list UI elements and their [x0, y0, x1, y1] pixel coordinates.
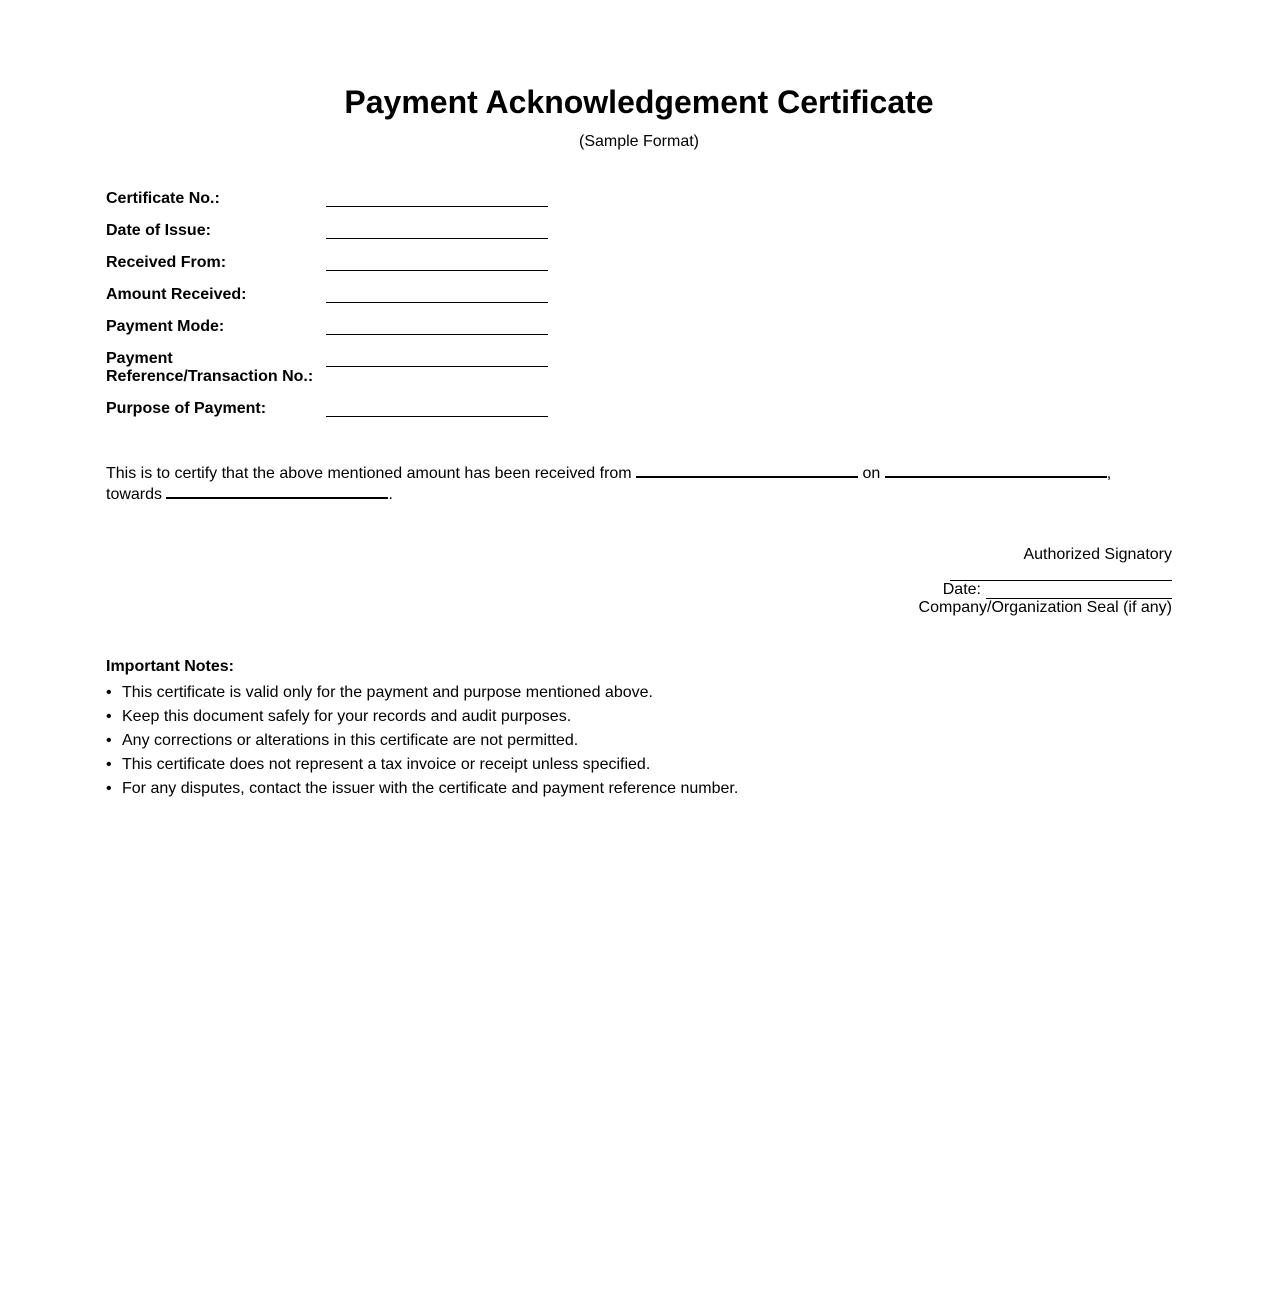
field-row-payment-mode — [106, 318, 566, 336]
received-from-blank — [636, 462, 858, 478]
signatory-date-label: Date: — [942, 581, 981, 598]
bullet-icon: • — [106, 732, 112, 749]
field-blank-line — [326, 286, 548, 303]
field-label: Certificate No.: — [106, 190, 220, 207]
certify-text: This is to certify that the above mentioned amount has been received from — [106, 465, 632, 482]
list-item — [106, 780, 1106, 798]
important-notes — [106, 658, 1106, 804]
field-row-purpose-of-payment — [106, 400, 566, 418]
bullet-icon: • — [106, 756, 112, 773]
bullet-icon: • — [106, 684, 112, 701]
signatory-title: Authorized Signatory — [1023, 546, 1172, 563]
bullet-icon: • — [106, 780, 112, 797]
fields-section — [106, 190, 566, 432]
notes-list — [106, 684, 1106, 798]
field-blank-line — [326, 318, 548, 335]
note-text: For any disputes, contact the issuer with the certificate and payment reference number. — [122, 780, 739, 797]
bullet-icon: • — [106, 708, 112, 725]
field-label: Payment Reference/Transaction No.: — [106, 350, 314, 385]
field-label: Date of Issue: — [106, 222, 211, 239]
date-blank — [885, 462, 1107, 478]
field-row-amount-received — [106, 286, 566, 304]
list-item — [106, 708, 1106, 726]
certification-statement — [106, 462, 1176, 504]
signatory-date-line — [986, 583, 1172, 599]
field-blank-line — [326, 222, 548, 239]
certify-text: . — [388, 486, 393, 503]
field-blank-line — [326, 254, 548, 271]
field-row-received-from — [106, 254, 566, 272]
field-label: Payment Mode: — [106, 318, 225, 335]
towards-blank — [166, 483, 388, 499]
field-blank-line — [326, 350, 548, 367]
document-title: Payment Acknowledgement Certificate — [344, 84, 934, 120]
field-label: Purpose of Payment: — [106, 400, 267, 417]
list-item — [106, 756, 1106, 774]
field-blank-line — [326, 400, 548, 417]
note-text: This certificate does not represent a tax invoice or receipt unless specified. — [122, 756, 651, 773]
signatory-date-row — [919, 581, 1172, 599]
note-text: This certificate is valid only for the payment and purpose mentioned above. — [122, 684, 653, 701]
certify-text: on — [862, 465, 881, 482]
field-row-payment-reference — [106, 350, 566, 386]
list-item — [106, 732, 1106, 750]
field-blank-line — [326, 190, 548, 207]
signature-line — [950, 564, 1172, 581]
field-row-certificate-no — [106, 190, 566, 208]
note-text: Keep this document safely for your records and audit purposes. — [122, 708, 572, 725]
document-subtitle: (Sample Format) — [578, 133, 700, 150]
signatory-block — [919, 546, 1172, 617]
field-label: Amount Received: — [106, 286, 247, 303]
certify-text: , — [1106, 465, 1112, 482]
note-text: Any corrections or alterations in this certificate are not permitted. — [122, 732, 579, 749]
list-item — [106, 684, 1106, 702]
certify-text: towards — [106, 486, 163, 503]
seal-label: Company/Organization Seal (if any) — [918, 599, 1172, 616]
notes-heading: Important Notes: — [106, 658, 234, 675]
field-label: Received From: — [106, 254, 227, 271]
field-row-date-of-issue — [106, 222, 566, 240]
